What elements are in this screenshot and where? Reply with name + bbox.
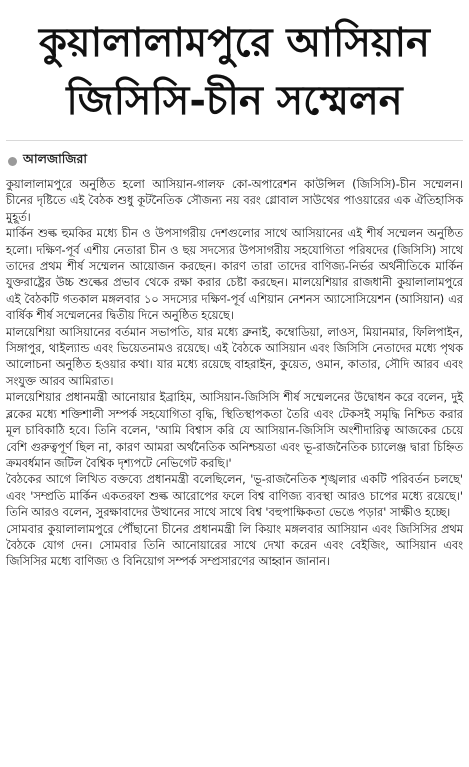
source-name: আলজাজিরা xyxy=(23,151,87,166)
headline-line-2: জিসিসি-চীন সম্মেলন xyxy=(66,78,403,124)
paragraph: বৈঠকের আগে লিখিত বক্তব্যে প্রধানমন্ত্রী বলেছিলেন, 'ভূ-রাজনৈতিক শৃঙ্খলার একটি পরিবর্তন চলছে' এবং 'সম্প্রতি মার্কিন একতরফা শুল্ক আরোপের ফলে বিশ্ব বাণিজ্য ব্যবস্থা আরও চাপের মধ্যে রয়েছে।' তিনি আরও বলেন, সুরক্ষাবাদের উত্থানের সাথে সাথে বিশ্ব 'বহুপাক্ষিকতা ভেঙে পড়ার' সাক্ষীও হচ্ছে। xyxy=(6,473,463,520)
paragraph: মার্কিন শুল্ক হুমকির মধ্যে চীন ও উপসাগরীয় দেশগুলোর সাথে আসিয়ানের এই শীর্ষ সম্মেলন অনুষ্ঠিত হলো। দক্ষিণ-পূর্ব এশীয় নেতারা চীন ও ছয় সদস্যের উপসাগরীয় সহযোগিতা পরিষদের (জিসিসি) সাথে তাদের প্রথম শীর্ষ সম্মেলন আয়োজন করছেন। কারণ তারা তাদের বাণিজ্য-নির্ভর অর্থনীতিকে মার্কিন যুক্তরাষ্ট্রের উচ্চ শুল্কের প্রভাব থেকে রক্ষা করার চেষ্টা করছেন। মালয়েশিয়ার রাজধানী কুয়ালালামপুরে এই বৈঠকটি গতকাল মঙ্গলবার ১০ সদস্যের দক্ষিণ-পূর্ব এশিয়ান নেশনস অ্যাসোসিয়েশন (আসিয়ান) এর বার্ষিক শীর্ষ সম্মেলনের দ্বিতীয় দিনে অনুষ্ঠিত হয়েছে। xyxy=(6,227,463,323)
paragraph: কুয়ালালামপুরে অনুষ্ঠিত হলো আসিয়ান-গালফ কো-অপারেশন কাউন্সিল (জিসিসি)-চীন সম্মেলন। চীনের দৃষ্টিতে এই বৈঠক শুধু কূটনৈতিক সৌজন্য নয় বরং গ্লোবাল সাউথের পাওয়ারের এক ঐতিহাসিক মুহূর্ত। xyxy=(6,178,463,224)
article-body xyxy=(6,177,463,571)
bullet-dot-icon xyxy=(8,157,17,166)
source-byline xyxy=(8,151,463,171)
paragraph: মালয়েশিয়া আসিয়ানের বর্তমান সভাপতি, যার মধ্যে ব্রুনাই, কম্বোডিয়া, লাওস, মিয়ানমার, ফিলিপাইন, সিঙ্গাপুর, থাইল্যান্ড এবং ভিয়েতনামও রয়েছে। এই বৈঠকে আসিয়ান এবং জিসিসি নেতাদের মধ্যে পৃথক আলোচনা অনুষ্ঠিত হওয়ার কথা। যার মধ্যে রয়েছে বাহরাইন, কুয়েত, ওমান, কাতার, সৌদি আরব এবং সংযুক্ত আরব আমিরাত। xyxy=(6,325,463,388)
divider xyxy=(6,140,463,141)
headline-line-1: কুয়ালালামপুরে আসিয়ান xyxy=(39,20,430,66)
paragraph: মালয়েশিয়ার প্রধানমন্ত্রী আনোয়ার ইব্রাহিম, আসিয়ান-জিসিসি শীর্ষ সম্মেলনের উদ্বোধন করে বলেন, দুই ব্লকের মধ্যে শক্তিশালী সম্পর্ক সহযোগিতা বৃদ্ধি, স্থিতিস্থাপকতা তৈরি এবং টেকসই সমৃদ্ধি নিশ্চিত করার মূল চাবিকাঠি হবে। তিনি বলেন, 'আমি বিশ্বাস করি যে আসিয়ান-জিসিসি অংশীদারিত্ব আজকের চেয়ে বেশি গুরুত্বপূর্ণ ছিল না, কারণ আমরা অর্থনৈতিক অনিশ্চয়তা এবং ভূ-রাজনৈতিক চ্যালেঞ্জ দ্বারা চিহ্নিত ক্রমবর্ধমান জটিল বৈশ্বিক দৃশ্যপটে নেভিগেট করছি।' xyxy=(6,391,463,470)
paragraph: সোমবার কুয়ালালামপুরে পৌঁছানো চীনের প্রধানমন্ত্রী লি কিয়াং মঙ্গলবার আসিয়ান এবং জিসিসির প্রথম বৈঠকে যোগ দেন। সোমবার তিনি আনোয়ারের সাথে দেখা করেন এবং বেইজিং, আসিয়ান এবং জিসিসির মধ্যে বাণিজ্য ও বিনিয়োগ সম্পর্ক সম্প্রসারণের আহ্বান জানান। xyxy=(6,522,463,569)
headline xyxy=(6,0,463,130)
